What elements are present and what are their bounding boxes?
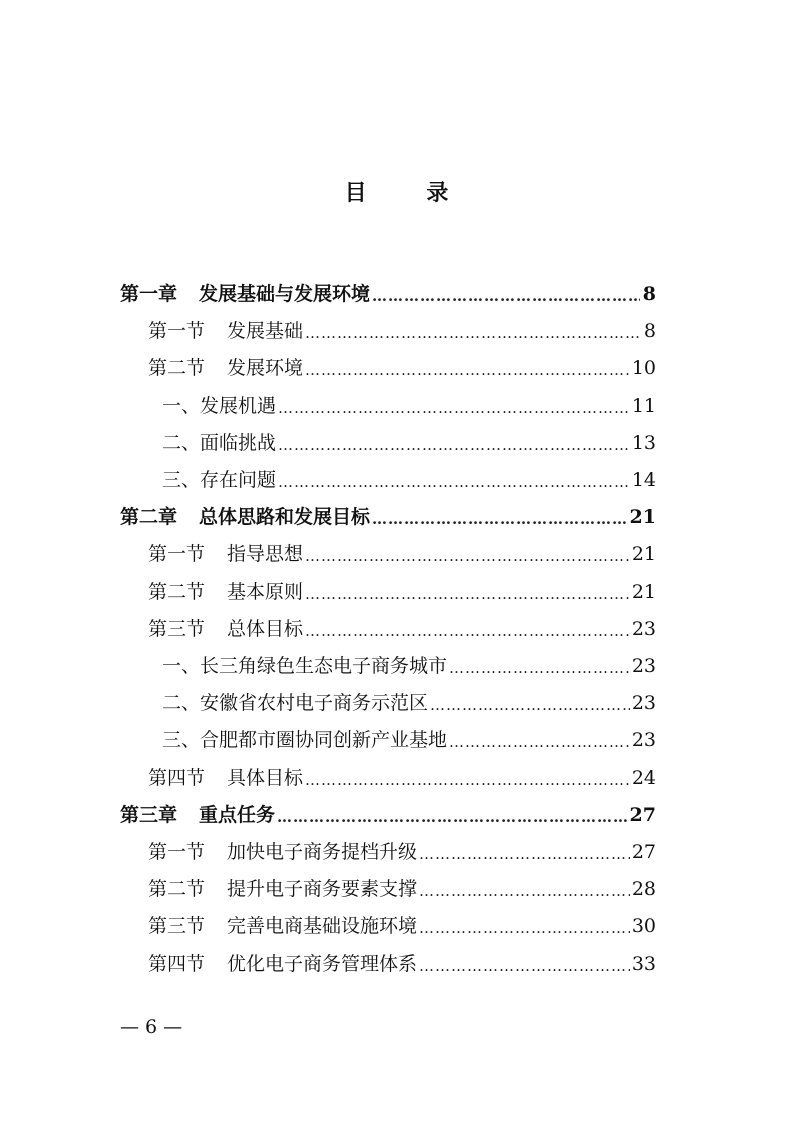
toc-entry-title: 具体目标: [227, 766, 304, 789]
toc-leader-dots: [278, 433, 630, 457]
toc-entry-number: 第一节: [148, 320, 206, 343]
toc-entry-section[interactable]: [148, 838, 656, 866]
toc-entry-item[interactable]: [162, 652, 656, 680]
toc-entry-title: 二、面临挑战: [162, 431, 277, 454]
toc-leader-dots: [305, 321, 640, 345]
toc-entry-title: 三、合肥都市圈协同创新产业基地: [162, 729, 448, 752]
toc-entry-page: 11: [631, 394, 656, 417]
toc-entry-page: 23: [631, 729, 656, 752]
toc-entry-number: 第二章: [120, 506, 178, 529]
toc-entry-title: 重点任务: [199, 803, 276, 826]
toc-leader-dots: [305, 582, 630, 606]
toc-entry-item[interactable]: [162, 392, 656, 420]
toc-entry-section[interactable]: [148, 317, 656, 345]
toc-leader-dots: [449, 656, 630, 680]
toc-entry-number: 第一节: [148, 543, 206, 566]
toc-entry-number: 第二节: [148, 580, 206, 603]
toc-entry-item[interactable]: [162, 689, 656, 717]
toc-entry-page: 27: [631, 841, 656, 863]
toc-entry-page: 28: [631, 878, 656, 901]
toc-entry-title: 总体思路和发展目标: [199, 506, 371, 529]
toc-entry-chapter[interactable]: [120, 503, 656, 531]
toc-entry-section[interactable]: [148, 540, 656, 568]
toc-entry-chapter[interactable]: [120, 801, 656, 829]
toc-leader-dots: [419, 879, 630, 903]
toc-entry-section[interactable]: [148, 578, 656, 606]
toc-entry-section[interactable]: [148, 912, 656, 940]
toc-entry-title: 发展基础: [227, 320, 304, 343]
toc-entry-section[interactable]: [148, 764, 656, 792]
toc-entry-title: 总体目标: [227, 617, 304, 640]
toc-leader-dots: [277, 805, 628, 829]
toc-leader-dots: [305, 358, 630, 382]
toc-entry-page: 30: [631, 915, 656, 938]
toc-entry-section[interactable]: [148, 950, 656, 978]
toc-entry-title: 发展基础与发展环境: [199, 283, 371, 305]
toc-entry-page: 13: [631, 431, 656, 454]
toc-entry-page: 8: [642, 283, 656, 305]
toc-entry-page: 24: [631, 766, 656, 789]
toc-entry-page: 14: [631, 469, 656, 491]
toc-entry-page: 21: [629, 506, 656, 529]
toc-entry-page: 23: [631, 692, 656, 715]
toc-entry-number: 第二节: [148, 357, 206, 380]
toc-entry-number: 第四节: [148, 952, 206, 975]
toc-leader-dots: [419, 842, 630, 866]
toc-entry-page: 21: [631, 543, 656, 566]
toc-entry-section[interactable]: [148, 354, 656, 382]
toc-leader-dots: [430, 693, 630, 717]
toc-entry-number: 第二节: [148, 878, 206, 901]
toc-entry-title: 二、安徽省农村电子商务示范区: [162, 692, 429, 715]
toc-entry-page: 27: [629, 803, 656, 826]
toc-leader-dots: [372, 284, 640, 308]
toc-entry-title: 一、发展机遇: [162, 394, 277, 417]
toc-entry-number: 第三节: [148, 915, 206, 938]
toc-entry-title: 指导思想: [227, 543, 304, 566]
toc-entry-number: 第三节: [148, 617, 206, 640]
toc-entry-item[interactable]: [162, 466, 656, 494]
toc-entry-item[interactable]: [162, 726, 656, 754]
toc-leader-dots: [372, 507, 628, 531]
toc-entry-title: 提升电子商务要素支撑: [227, 878, 418, 901]
toc-leader-dots: [419, 954, 630, 978]
toc-entry-title: 三、存在问题: [162, 469, 277, 491]
toc-entry-page: 23: [631, 617, 656, 640]
toc-entry-title: 发展环境: [227, 357, 304, 380]
toc-entry-number: 第一章: [120, 283, 178, 305]
page-number-footer: — 6 —: [120, 1016, 183, 1038]
toc-entry-title: 优化电子商务管理体系: [227, 952, 418, 975]
toc-leader-dots: [305, 544, 630, 568]
toc-entry-title: 基本原则: [227, 580, 304, 603]
toc-entry-item[interactable]: [162, 429, 656, 457]
toc-leader-dots: [278, 470, 630, 494]
toc-leader-dots: [278, 396, 630, 420]
toc-entry-section[interactable]: [148, 875, 656, 903]
toc-entry-number: 第四节: [148, 766, 206, 789]
toc-entry-page: 10: [631, 357, 656, 380]
toc-entry-number: 第一节: [148, 841, 206, 863]
toc-entry-page: 8: [643, 320, 656, 343]
toc-entry-number: 第三章: [120, 803, 178, 826]
toc-leader-dots: [305, 768, 630, 792]
toc-entry-page: 33: [631, 952, 656, 975]
toc-entry-page: 21: [631, 580, 656, 603]
toc-leader-dots: [419, 916, 630, 940]
toc-leader-dots: [449, 730, 630, 754]
page-title: 目 录: [344, 180, 475, 206]
toc-entry-title: 完善电商基础设施环境: [227, 915, 418, 938]
toc-entry-page: 23: [631, 655, 656, 677]
toc-leader-dots: [305, 619, 630, 643]
toc-entry-title: 加快电子商务提档升级: [227, 841, 418, 863]
toc-entry-section[interactable]: [148, 615, 656, 643]
toc-entry-chapter[interactable]: [120, 280, 656, 308]
toc-entry-title: 一、长三角绿色生态电子商务城市: [162, 655, 448, 677]
